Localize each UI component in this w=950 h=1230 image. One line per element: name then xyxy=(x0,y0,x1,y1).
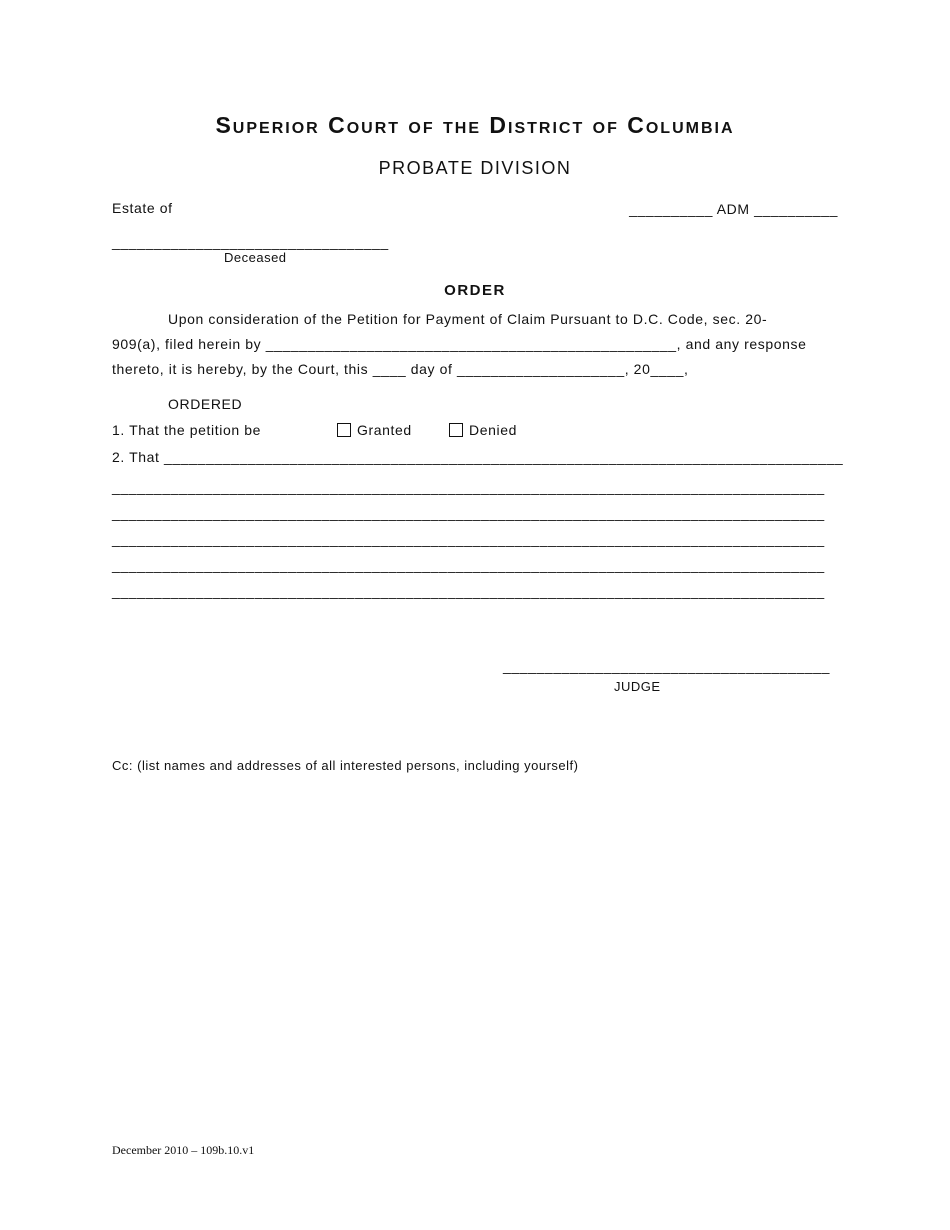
order-paragraph-line-3: thereto, it is hereby, by the Court, this ____ day of ____________________, 20____, xyxy=(112,361,689,377)
judge-signature-line[interactable]: _______________________________________ xyxy=(503,658,831,674)
granted-label: Granted xyxy=(357,422,412,438)
adm-number-field[interactable]: __________ ADM __________ xyxy=(629,201,838,217)
deceased-name-line[interactable]: _________________________________ xyxy=(112,234,389,250)
blank-line[interactable]: _____________________________________________________________________________________ xyxy=(112,505,825,521)
form-version-footer: December 2010 – 109b.10.v1 xyxy=(112,1143,255,1157)
blank-line[interactable]: _____________________________________________________________________________________ xyxy=(112,531,825,547)
order-paragraph-line-2: 909(a), filed herein by _________________________________________________, and any response xyxy=(112,336,807,352)
estate-label: Estate of xyxy=(112,200,173,216)
division-title: PROBATE DIVISION xyxy=(378,158,572,178)
blank-line[interactable]: _____________________________________________________________________________________ xyxy=(112,557,825,573)
court-title: Superior Court of the District of Columbia xyxy=(215,112,735,138)
denied-label: Denied xyxy=(469,422,517,438)
denied-option[interactable] xyxy=(449,422,517,438)
order-paragraph-line-1: Upon consideration of the Petition for Payment of Claim Pursuant to D.C. Code, sec. 20- xyxy=(168,311,768,327)
denied-checkbox[interactable] xyxy=(449,423,463,437)
item-1-label: 1. That the petition be xyxy=(112,422,261,438)
granted-option[interactable] xyxy=(337,422,412,438)
blank-line[interactable]: _____________________________________________________________________________________ xyxy=(112,479,825,495)
order-heading: ORDER xyxy=(444,282,506,299)
blank-line[interactable]: _____________________________________________________________________________________ xyxy=(112,583,825,599)
item-2-line[interactable]: 2. That _________________________________________________________________________________ xyxy=(112,449,844,465)
cc-instructions: Cc: (list names and addresses of all interested persons, including yourself) xyxy=(112,758,579,773)
ordered-label: ORDERED xyxy=(168,396,243,412)
granted-checkbox[interactable] xyxy=(337,423,351,437)
judge-label: JUDGE xyxy=(614,679,661,694)
deceased-label: Deceased xyxy=(224,250,287,265)
